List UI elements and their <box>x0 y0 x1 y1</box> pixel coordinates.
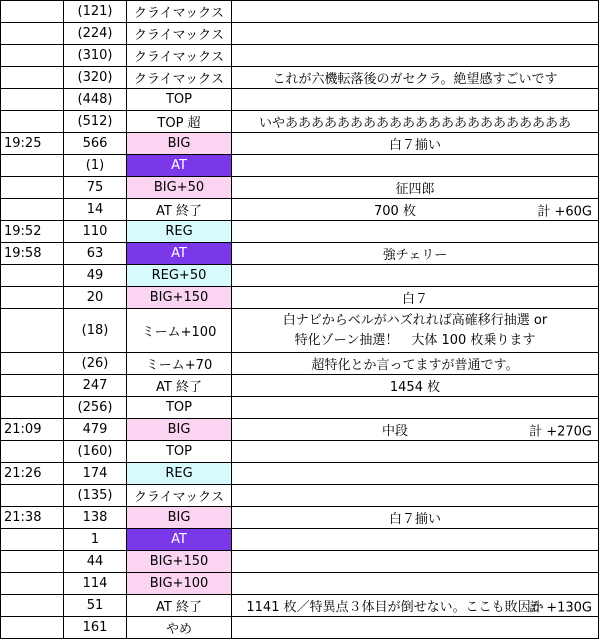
time-cell: 21:38 <box>1 507 64 529</box>
table-row <box>1 221 599 243</box>
note-cell <box>232 265 599 287</box>
games-cell: 63 <box>64 243 127 265</box>
games-cell: 14 <box>64 199 127 221</box>
note-cell <box>232 419 599 441</box>
games-cell: (121) <box>64 1 127 23</box>
games-cell: 1 <box>64 529 127 551</box>
games-cell: 138 <box>64 507 127 529</box>
time-cell <box>1 617 64 639</box>
note-cell <box>232 111 599 133</box>
time-cell: 19:25 <box>1 133 64 155</box>
note-cell <box>232 353 599 375</box>
time-cell <box>1 177 64 199</box>
games-cell: 110 <box>64 221 127 243</box>
games-cell: (160) <box>64 441 127 463</box>
note-cell <box>232 617 599 639</box>
note-cell <box>232 595 599 617</box>
note-text: 700 枚 <box>374 204 416 219</box>
event-cell: TOP <box>127 397 232 419</box>
table-row <box>1 199 599 221</box>
table-row <box>1 23 599 45</box>
event-cell-at: AT <box>127 243 232 265</box>
time-cell: 19:58 <box>1 243 64 265</box>
note-cell <box>232 309 599 353</box>
table-row <box>1 133 599 155</box>
table-row <box>1 551 599 573</box>
note-cell <box>232 23 599 45</box>
event-cell-reg: REG <box>127 463 232 485</box>
time-cell <box>1 155 64 177</box>
table-row <box>1 529 599 551</box>
note-cell <box>232 45 599 67</box>
note-cell <box>232 1 599 23</box>
table-row <box>1 1 599 23</box>
note-text: これが六機転落後のガセクラ。絶望感すごいです <box>272 72 558 87</box>
time-cell <box>1 353 64 375</box>
event-cell: ミーム+100 <box>127 309 232 353</box>
time-cell <box>1 199 64 221</box>
games-cell: 479 <box>64 419 127 441</box>
games-cell: 174 <box>64 463 127 485</box>
time-cell <box>1 309 64 353</box>
games-cell: (18) <box>64 309 127 353</box>
games-cell: 51 <box>64 595 127 617</box>
games-cell: (310) <box>64 45 127 67</box>
note-text: 1454 枚 <box>389 380 441 395</box>
note-cell <box>232 529 599 551</box>
event-cell: TOP 超 <box>127 111 232 133</box>
running-total: 計 +60G <box>537 204 592 219</box>
games-cell: 114 <box>64 573 127 595</box>
games-cell: (135) <box>64 485 127 507</box>
time-cell <box>1 1 64 23</box>
note-cell <box>232 177 599 199</box>
games-cell: 161 <box>64 617 127 639</box>
note-cell <box>232 573 599 595</box>
games-cell: (224) <box>64 23 127 45</box>
table-row <box>1 617 599 639</box>
event-cell-reg: REG <box>127 221 232 243</box>
event-cell-big: BIG <box>127 419 232 441</box>
note-cell <box>232 551 599 573</box>
time-cell <box>1 529 64 551</box>
table-row <box>1 485 599 507</box>
table-row <box>1 155 599 177</box>
time-cell <box>1 89 64 111</box>
games-cell: (256) <box>64 397 127 419</box>
table-row <box>1 441 599 463</box>
time-cell <box>1 23 64 45</box>
games-cell: 247 <box>64 375 127 397</box>
note-text-line-1: 白ナビからベルがハズれれば高確移行抽選 or <box>282 312 548 328</box>
games-cell: 49 <box>64 265 127 287</box>
event-cell: クライマックス <box>127 23 232 45</box>
time-cell: 21:09 <box>1 419 64 441</box>
time-cell: 19:52 <box>1 221 64 243</box>
note-cell <box>232 133 599 155</box>
event-cell-reg: REG+50 <box>127 265 232 287</box>
event-cell: TOP <box>127 89 232 111</box>
table-row <box>1 287 599 309</box>
time-cell: 21:26 <box>1 463 64 485</box>
time-cell <box>1 573 64 595</box>
note-text: 1141 枚／特異点３体目が倒せない。ここも敗因か <box>246 600 544 615</box>
note-cell <box>232 485 599 507</box>
event-cell-at: AT <box>127 155 232 177</box>
event-cell-big: BIG+150 <box>127 287 232 309</box>
note-text: 白７ <box>401 292 428 307</box>
note-cell <box>232 243 599 265</box>
event-cell: クライマックス <box>127 485 232 507</box>
games-cell: 75 <box>64 177 127 199</box>
running-total: 計 +270G <box>529 424 592 439</box>
games-cell: (448) <box>64 89 127 111</box>
table-row <box>1 353 599 375</box>
time-cell <box>1 287 64 309</box>
time-cell <box>1 485 64 507</box>
event-cell: AT 終了 <box>127 199 232 221</box>
note-cell <box>232 463 599 485</box>
time-cell <box>1 111 64 133</box>
event-cell-big: BIG+100 <box>127 573 232 595</box>
note-text: 白７揃い <box>388 512 441 527</box>
time-cell <box>1 265 64 287</box>
note-cell <box>232 375 599 397</box>
note-cell <box>232 155 599 177</box>
note-cell <box>232 397 599 419</box>
event-cell: AT 終了 <box>127 375 232 397</box>
event-cell: やめ <box>127 617 232 639</box>
table-row <box>1 309 599 353</box>
table-row <box>1 573 599 595</box>
note-text: 中段 <box>381 424 408 439</box>
time-cell <box>1 595 64 617</box>
table-row <box>1 111 599 133</box>
games-cell: (1) <box>64 155 127 177</box>
event-cell: TOP <box>127 441 232 463</box>
table-row <box>1 595 599 617</box>
games-cell: 20 <box>64 287 127 309</box>
event-cell: AT 終了 <box>127 595 232 617</box>
games-cell: 566 <box>64 133 127 155</box>
table-row <box>1 265 599 287</box>
event-cell-big: BIG+50 <box>127 177 232 199</box>
games-cell: (512) <box>64 111 127 133</box>
games-cell: 44 <box>64 551 127 573</box>
note-text: 征四郎 <box>395 182 435 197</box>
table-row <box>1 375 599 397</box>
event-cell-big: BIG+150 <box>127 551 232 573</box>
games-cell: (26) <box>64 353 127 375</box>
table-row <box>1 463 599 485</box>
table-row <box>1 89 599 111</box>
time-cell <box>1 397 64 419</box>
note-cell <box>232 221 599 243</box>
time-cell <box>1 45 64 67</box>
note-text: いやああああああああああああああああああああああ <box>258 116 571 131</box>
event-cell: クライマックス <box>127 45 232 67</box>
running-total: 計 +130G <box>529 600 592 615</box>
note-text-line-2: 特化ゾーン抽選！ 大体 100 枚乗ります <box>294 332 536 348</box>
table-row <box>1 177 599 199</box>
time-cell <box>1 551 64 573</box>
games-cell: (320) <box>64 67 127 89</box>
table-row <box>1 67 599 89</box>
table-row <box>1 507 599 529</box>
event-cell-big: BIG <box>127 507 232 529</box>
note-text: 白７揃い <box>388 138 441 153</box>
event-cell: ミーム+70 <box>127 353 232 375</box>
table-row <box>1 45 599 67</box>
time-cell <box>1 67 64 89</box>
note-text: 強チェリー <box>382 248 448 263</box>
table-row <box>1 397 599 419</box>
note-cell <box>232 441 599 463</box>
event-cell: クライマックス <box>127 1 232 23</box>
table-row <box>1 243 599 265</box>
note-cell <box>232 507 599 529</box>
note-text: 超特化とか言ってますが普通です。 <box>311 358 519 373</box>
time-cell <box>1 441 64 463</box>
note-cell <box>232 67 599 89</box>
note-cell <box>232 199 599 221</box>
table-row <box>1 419 599 441</box>
note-cell <box>232 287 599 309</box>
time-cell <box>1 375 64 397</box>
event-cell-big: BIG <box>127 133 232 155</box>
event-cell: クライマックス <box>127 67 232 89</box>
event-cell-at: AT <box>127 529 232 551</box>
note-cell <box>232 89 599 111</box>
